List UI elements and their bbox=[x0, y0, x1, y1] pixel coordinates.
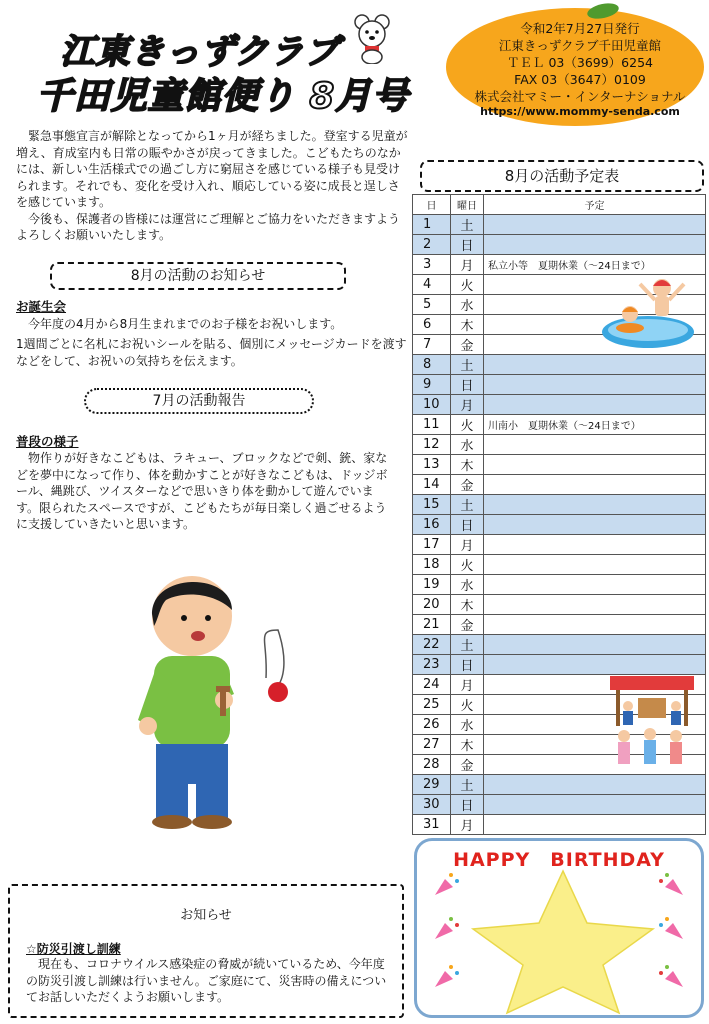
schedule-weekday: 火 bbox=[451, 415, 484, 435]
newsletter-title-line2: 千田児童館便り 8月号 bbox=[36, 76, 410, 117]
schedule-row bbox=[413, 595, 706, 615]
kendama-boy-illustration bbox=[116, 560, 316, 830]
schedule-day: 16 bbox=[413, 515, 451, 535]
schedule-day: 20 bbox=[413, 595, 451, 615]
intro-paragraph-2: 今後も、保護者の皆様には運営にご理解とご協力をいただきますようよろしくお願いいたします。 bbox=[16, 211, 401, 242]
schedule-weekday: 土 bbox=[451, 495, 484, 515]
schedule-note bbox=[484, 575, 706, 595]
schedule-day: 5 bbox=[413, 295, 451, 315]
schedule-day: 27 bbox=[413, 735, 451, 755]
bear-mascot-icon bbox=[352, 12, 392, 64]
schedule-row bbox=[413, 415, 706, 435]
schedule-note bbox=[484, 455, 706, 475]
schedule-row bbox=[413, 475, 706, 495]
newsletter-title-line1: 江東きっずクラブ bbox=[60, 32, 340, 72]
schedule-weekday: 水 bbox=[451, 435, 484, 455]
daily-activities-text: 物作りが好きなこどもは、ラキュー、ブロックなどで剣、銃、家などを夢中になって作り、体を動かすことが好きなこどもは、ドッジボール、縄跳び、ツイスターなどで思いきり体を動かして遊んでいます。限られたスペースですが、こどもたちが毎日楽しく過ごせるように支援していきたいと思います。 bbox=[16, 451, 388, 531]
schedule-day: 26 bbox=[413, 715, 451, 735]
schedule-note bbox=[484, 395, 706, 415]
party-popper-icon bbox=[657, 913, 687, 943]
schedule-day: 21 bbox=[413, 615, 451, 635]
happy-birthday-title: HAPPY BIRTHDAY bbox=[453, 849, 665, 871]
birthday-party-text-1: 今年度の4月から8月生まれまでのお子様をお祝いします。 bbox=[28, 317, 343, 331]
schedule-note bbox=[484, 815, 706, 835]
schedule-weekday: 土 bbox=[451, 635, 484, 655]
evacuation-drill-title: ☆防災引渡し訓練 bbox=[26, 942, 121, 956]
schedule-weekday: 月 bbox=[451, 535, 484, 555]
birthday-party-title: お誕生会 bbox=[16, 299, 67, 314]
schedule-day: 7 bbox=[413, 335, 451, 355]
schedule-weekday: 金 bbox=[451, 615, 484, 635]
schedule-weekday: 水 bbox=[451, 575, 484, 595]
schedule-weekday: 木 bbox=[451, 735, 484, 755]
intro-text bbox=[16, 128, 408, 244]
schedule-weekday: 月 bbox=[451, 815, 484, 835]
schedule-day: 28 bbox=[413, 755, 451, 775]
schedule-weekday: 土 bbox=[451, 215, 484, 235]
star-icon bbox=[463, 867, 663, 1017]
pool-kids-illustration bbox=[600, 270, 696, 350]
schedule-weekday: 月 bbox=[451, 395, 484, 415]
schedule-row bbox=[413, 635, 706, 655]
schedule-heading: 8月の活動予定表 bbox=[420, 160, 704, 192]
schedule-note bbox=[484, 635, 706, 655]
schedule-row bbox=[413, 795, 706, 815]
schedule-weekday: 日 bbox=[451, 655, 484, 675]
schedule-day: 22 bbox=[413, 635, 451, 655]
schedule-note: 私立小等 夏期休業（～24日まで） bbox=[484, 255, 706, 275]
schedule-note bbox=[484, 235, 706, 255]
facility-name: 江東きっずクラブ千田児童館 bbox=[498, 38, 662, 53]
header-weekday: 曜日 bbox=[451, 195, 484, 215]
schedule-day: 30 bbox=[413, 795, 451, 815]
schedule-note bbox=[484, 435, 706, 455]
schedule-weekday: 金 bbox=[451, 475, 484, 495]
schedule-note bbox=[484, 215, 706, 235]
schedule-weekday: 日 bbox=[451, 795, 484, 815]
schedule-note: 川南小 夏期休業（～24日まで） bbox=[484, 415, 706, 435]
daily-activities-title: 普段の様子 bbox=[16, 434, 79, 449]
schedule-note bbox=[484, 515, 706, 535]
schedule-row bbox=[413, 215, 706, 235]
schedule-day: 14 bbox=[413, 475, 451, 495]
schedule-note bbox=[484, 355, 706, 375]
schedule-weekday: 水 bbox=[451, 295, 484, 315]
schedule-row bbox=[413, 535, 706, 555]
schedule-weekday: 月 bbox=[451, 255, 484, 275]
schedule-note bbox=[484, 555, 706, 575]
header-day: 日 bbox=[413, 195, 451, 215]
schedule-day: 15 bbox=[413, 495, 451, 515]
schedule-day: 23 bbox=[413, 655, 451, 675]
schedule-header-row bbox=[413, 195, 706, 215]
schedule-weekday: 日 bbox=[451, 375, 484, 395]
schedule-row bbox=[413, 775, 706, 795]
schedule-row bbox=[413, 515, 706, 535]
schedule-day: 10 bbox=[413, 395, 451, 415]
schedule-row bbox=[413, 655, 706, 675]
schedule-day: 31 bbox=[413, 815, 451, 835]
schedule-weekday: 金 bbox=[451, 755, 484, 775]
schedule-row bbox=[413, 355, 706, 375]
schedule-note bbox=[484, 595, 706, 615]
publisher-info bbox=[460, 20, 700, 119]
birthday-party-text-2: 1週間ごとに名札にお祝いシールを貼る、個別にメッセージカードを渡すなどをして、お祝いの気持ちを伝えます。 bbox=[16, 337, 407, 368]
schedule-weekday: 金 bbox=[451, 335, 484, 355]
party-popper-icon bbox=[431, 961, 461, 991]
schedule-day: 4 bbox=[413, 275, 451, 295]
fax-number: FAX 03（3647）0109 bbox=[514, 72, 646, 87]
schedule-row bbox=[413, 235, 706, 255]
schedule-weekday: 土 bbox=[451, 355, 484, 375]
schedule-day: 1 bbox=[413, 215, 451, 235]
schedule-day: 3 bbox=[413, 255, 451, 275]
schedule-row bbox=[413, 555, 706, 575]
schedule-row bbox=[413, 615, 706, 635]
schedule-day: 19 bbox=[413, 575, 451, 595]
issue-date: 令和2年7月27日発行 bbox=[520, 21, 640, 36]
schedule-weekday: 木 bbox=[451, 455, 484, 475]
schedule-weekday: 火 bbox=[451, 275, 484, 295]
schedule-row bbox=[413, 395, 706, 415]
notice-title: お知らせ bbox=[180, 908, 232, 923]
schedule-weekday: 日 bbox=[451, 515, 484, 535]
party-popper-icon bbox=[657, 961, 687, 991]
schedule-day: 29 bbox=[413, 775, 451, 795]
intro-paragraph-1: 緊急事態宣言が解除となってから1ヶ月が経ちました。登室する児童が増え、育成室内も日常の賑やかさが戻ってきました。こどもたちのなかには、新しい生活様式での過ごし方に窮屈さを感じている様子も見受けられます。それでも、変化を受け入れ、順応している姿に成長と逞しさを感じています。 bbox=[16, 129, 408, 209]
website-url[interactable]: https://www.mommy-senda.com bbox=[480, 105, 680, 118]
schedule-row bbox=[413, 495, 706, 515]
schedule-weekday: 火 bbox=[451, 555, 484, 575]
schedule-day: 18 bbox=[413, 555, 451, 575]
schedule-day: 25 bbox=[413, 695, 451, 715]
orange-leaf-icon bbox=[586, 2, 620, 20]
schedule-day: 11 bbox=[413, 415, 451, 435]
schedule-row bbox=[413, 575, 706, 595]
schedule-note bbox=[484, 535, 706, 555]
schedule-weekday: 月 bbox=[451, 675, 484, 695]
schedule-weekday: 火 bbox=[451, 695, 484, 715]
company-name: 株式会社マミー・インターナショナル bbox=[474, 89, 686, 104]
schedule-day: 17 bbox=[413, 535, 451, 555]
schedule-day: 6 bbox=[413, 315, 451, 335]
schedule-day: 9 bbox=[413, 375, 451, 395]
header-plan: 予定 bbox=[484, 195, 706, 215]
schedule-note bbox=[484, 495, 706, 515]
notice-box bbox=[8, 884, 404, 1018]
schedule-day: 24 bbox=[413, 675, 451, 695]
july-report-heading: 7月の活動報告 bbox=[84, 388, 314, 414]
schedule-weekday: 日 bbox=[451, 235, 484, 255]
schedule-note bbox=[484, 615, 706, 635]
evacuation-drill-text: 現在も、コロナウイルス感染症の脅威が続いているため、今年度の防災引渡し訓練は行いません。ご家庭にて、災害時の備えについてお話しいただくようお願いします。 bbox=[26, 957, 387, 1004]
birthday-card bbox=[414, 838, 704, 1018]
party-popper-icon bbox=[657, 869, 687, 899]
schedule-row bbox=[413, 815, 706, 835]
schedule-note bbox=[484, 775, 706, 795]
schedule-day: 8 bbox=[413, 355, 451, 375]
party-popper-icon bbox=[431, 913, 461, 943]
schedule-day: 13 bbox=[413, 455, 451, 475]
schedule-weekday: 木 bbox=[451, 315, 484, 335]
schedule-weekday: 土 bbox=[451, 775, 484, 795]
schedule-weekday: 木 bbox=[451, 595, 484, 615]
tel-number: ＴＥＬ 03（3699）6254 bbox=[506, 55, 653, 70]
schedule-day: 12 bbox=[413, 435, 451, 455]
august-info-heading: 8月の活動のお知らせ bbox=[50, 262, 346, 290]
schedule-weekday: 水 bbox=[451, 715, 484, 735]
schedule-note bbox=[484, 475, 706, 495]
festival-stall-illustration bbox=[604, 674, 700, 774]
schedule-note bbox=[484, 795, 706, 815]
schedule-day: 2 bbox=[413, 235, 451, 255]
schedule-note bbox=[484, 375, 706, 395]
schedule-row bbox=[413, 435, 706, 455]
schedule-row bbox=[413, 375, 706, 395]
schedule-row bbox=[413, 455, 706, 475]
party-popper-icon bbox=[431, 869, 461, 899]
schedule-note bbox=[484, 655, 706, 675]
